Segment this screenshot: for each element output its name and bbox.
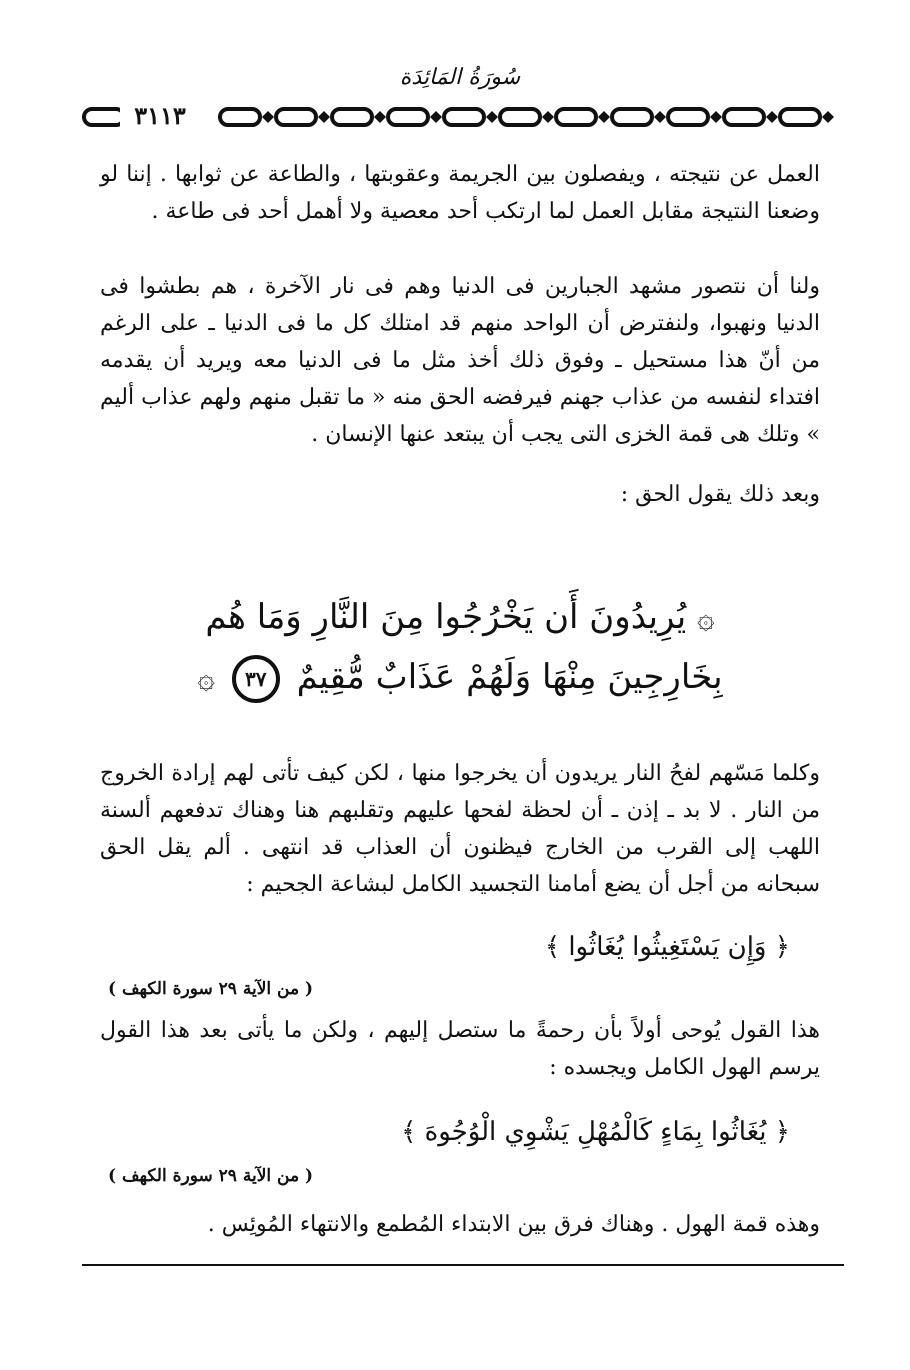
paragraph: العمل عن نتيجته ، ويفصلون بين الجريمة وعقوبتها ، والطاعة عن ثوابها . إننا لو وضعنا النتيجة مقابل العمل لما ارتكب أحد معصية ولا أهمل أحد فى طاعة . [100, 162, 820, 224]
quoted-verse: ﴿ وَإِن يَسْتَغِيثُوا يُغَاثُوا ﴾ [544, 932, 790, 962]
paragraph: وبعد ذلك يقول الحق : [620, 482, 820, 507]
paragraph: وكلما مَسّهم لفحُ النار يريدون أن يخرجوا منها ، لكن كيف تأتى لهم إرادة الخروج من النار . لا بد ـ إذن ـ أن لحظة لفحها عليهم وتقلبهم هنا وهناك تدفعهم ألسنة اللهب إلى القرب من الخارج فيظنون أن العذاب قد انتهى . ألم يقل الحق سبحانه من أجل أن يضع أمامنا التجسيد الكامل لبشاعة الجحيم : [100, 761, 820, 897]
verse-text: يُرِيدُونَ أَن يَخْرُجُوا مِنَ النَّارِ وَمَا هُم [205, 597, 687, 637]
ayah-number-badge: ٣٧ [232, 655, 280, 703]
ornament-open-icon: ۞ [697, 601, 715, 636]
page-number: ٣١١٣ [120, 96, 200, 136]
verse-line-2 [180, 650, 740, 706]
verse-text: بِخَارِجِينَ مِنْهَا وَلَهُمْ عَذَابٌ مُّقِيمٌ [296, 657, 723, 697]
verse-reference: ( من الآية ٢٩ سورة الكهف ) [108, 1166, 314, 1186]
verse-line-1 [180, 590, 740, 646]
ornament-close-icon: ۞ [197, 661, 215, 696]
quoted-verse: ﴿ يُغَاثُوا بِمَاءٍ كَالْمُهْلِ يَشْوِي الْوُجُوهَ ﴾ [401, 1117, 790, 1147]
surah-title: سُورَةُ المَائِدَة [399, 65, 521, 90]
paragraph: ولنا أن نتصور مشهد الجبارين فى الدنيا وهم فى نار الآخرة ، هم بطشوا فى الدنيا ونهبوا، ولنفترض أن الواحد منهم قد امتلك كل ما فى الدنيا ـ على الرغم من أنّ هذا مستحيل ـ وفوق ذلك أخذ مثل ما فى الدنيا معه ويريد أن يقدمه افتداء لنفسه من عذاب جهنم فيرفضه الحق منه « ما تقبل منهم ولهم عذاب أليم » وتلك هى قمة الخزى التى يجب أن يبتعد عنها الإنسان . [100, 274, 820, 447]
paragraph: وهذه قمة الهول . وهناك فرق بين الابتداء المُطمع والانتهاء المُوئِس . [207, 1212, 820, 1237]
paragraph: هذا القول يُوحى أولاً بأن رحمةً ما ستصل إليهم ، ولكن ما يأتى بعد هذا القول يرسم الهول الكامل ويجسده : [100, 1018, 820, 1080]
footer-rule [82, 1264, 844, 1266]
verse-reference: ( من الآية ٢٩ سورة الكهف ) [108, 979, 314, 999]
